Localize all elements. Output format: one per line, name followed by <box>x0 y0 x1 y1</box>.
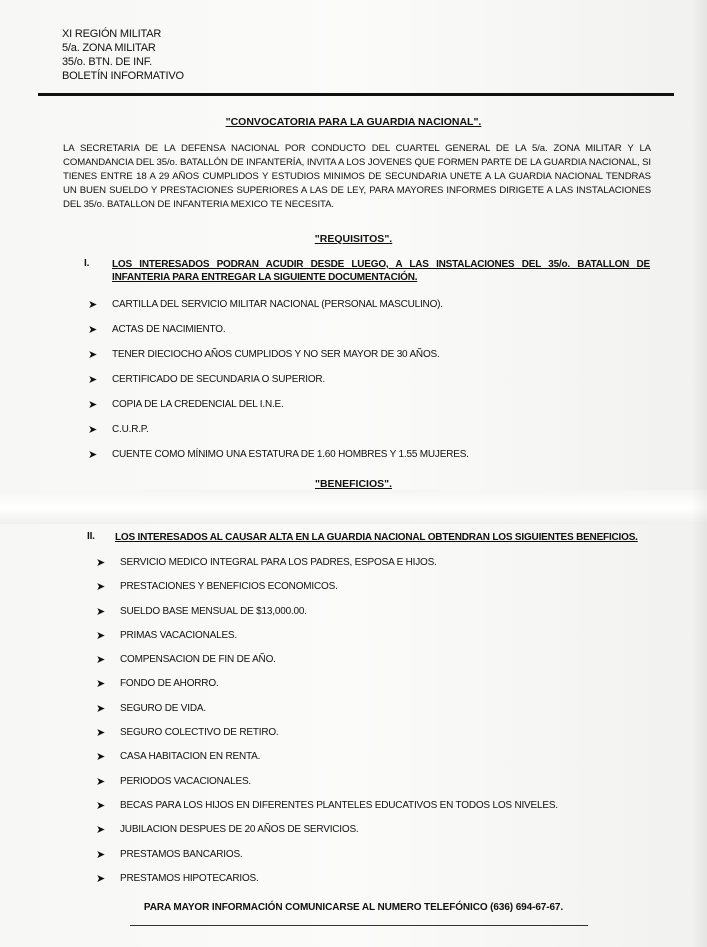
arrow-bullet-icon: ➤ <box>96 799 106 812</box>
letterhead-line-bulletin: BOLETÍN INFORMATIVO <box>62 70 184 82</box>
beneficio-item-text: PRIMAS VACACIONALES. <box>120 629 237 641</box>
requisito-item <box>88 448 469 473</box>
requisito-item <box>88 323 469 348</box>
requisito-item-text: CARTILLA DEL SERVICIO MILITAR NACIONAL (PERSONAL MASCULINO). <box>112 299 443 310</box>
arrow-bullet-icon: ➤ <box>96 581 106 594</box>
beneficio-item-text: BECAS PARA LOS HIJOS EN DIFERENTES PLANTELES EDUCATIVOS EN TODOS LOS NIVELES. <box>120 799 558 811</box>
requisito-item <box>88 398 469 423</box>
requisito-item <box>88 373 469 398</box>
arrow-bullet-icon: ➤ <box>96 629 106 642</box>
beneficio-item <box>96 653 558 677</box>
beneficio-item <box>96 872 558 896</box>
requisitos-list <box>88 298 469 473</box>
arrow-bullet-icon: ➤ <box>96 751 106 764</box>
requisito-item-text: COPIA DE LA CREDENCIAL DEL I.N.E. <box>112 399 284 410</box>
beneficios-heading <box>87 531 659 547</box>
requisitos-heading <box>84 258 656 288</box>
arrow-bullet-icon: ➤ <box>88 374 98 386</box>
beneficios-title: "BENEFICIOS". <box>314 478 393 490</box>
requisitos-numeral: I. <box>84 258 90 269</box>
beneficio-item-text: SEGURO DE VIDA. <box>120 702 206 714</box>
requisito-item <box>88 298 469 323</box>
arrow-bullet-icon: ➤ <box>96 605 106 618</box>
requisitos-title: "REQUISITOS". <box>314 233 393 245</box>
letterhead <box>62 27 184 83</box>
arrow-bullet-icon: ➤ <box>96 824 106 837</box>
beneficio-item-text: COMPENSACION DE FIN DE AÑO. <box>120 654 276 666</box>
beneficio-item <box>96 580 558 604</box>
beneficios-list <box>96 556 558 896</box>
beneficio-item <box>96 556 558 580</box>
beneficio-item-text: FONDO DE AHORRO. <box>120 678 219 690</box>
document-title: "CONVOCATORIA PARA LA GUARDIA NACIONAL". <box>225 116 482 128</box>
arrow-bullet-icon: ➤ <box>88 349 98 361</box>
letterhead-line-battalion: 35/o. BTN. DE INF. <box>62 56 152 68</box>
arrow-bullet-icon: ➤ <box>96 872 106 885</box>
footer-divider <box>130 925 588 926</box>
arrow-bullet-icon: ➤ <box>88 399 98 411</box>
beneficio-item-text: JUBILACION DESPUES DE 20 AÑOS DE SERVICIOS. <box>120 824 359 836</box>
requisito-item-text: CUENTE COMO MÍNIMO UNA ESTATURA DE 1.60 HOMBRES Y 1.55 MUJERES. <box>112 449 469 460</box>
intro-paragraph: LA SECRETARIA DE LA DEFENSA NACIONAL POR CONDUCTO DEL CUARTEL GENERAL DE LA 5/a. ZONA MILITAR Y LA COMANDANCIA DEL 35/o. BATALLÓN DE INFANTERÍA, INVITA A LOS JOVENES QUE FORMEN PARTE DE LA GUARDIA NACIONAL, SI TIENES ENTRE 18 A 29 AÑOS CUMPLIDOS Y ESTUDIOS MINIMOS DE SECUNDARIA UNETE A LA GUARDIA NACIONAL TENDRAS UN BUEN SUELDO Y PRESTACIONES SUPERIORES A LAS DE LEY, PARA MAYORES INFORMES DIRIGETE A LAS INSTALACIONES DEL 35/o. BATALLON DE INFANTERIA MEXICO TE NECESITA. <box>63 143 651 210</box>
beneficio-item-text: PERIODOS VACACIONALES. <box>120 775 252 787</box>
beneficio-item-text: SERVICIO MEDICO INTEGRAL PARA LOS PADRES, ESPOSA E HIJOS. <box>120 557 437 568</box>
arrow-bullet-icon: ➤ <box>88 449 98 461</box>
requisito-item-text: TENER DIECIOCHO AÑOS CUMPLIDOS Y NO SER MAYOR DE 30 AÑOS. <box>112 349 440 360</box>
arrow-bullet-icon: ➤ <box>96 727 106 740</box>
beneficio-item <box>96 848 558 872</box>
requisito-item <box>88 348 469 373</box>
requisitos-heading-text: LOS INTERESADOS PODRAN ACUDIR DESDE LUEGO, A LAS INSTALACIONES DEL 35/o. BATALLON DE INFANTERIA PARA ENTREGAR LA SIGUIENTE DOCUMENTACIÓN. <box>112 259 650 283</box>
arrow-bullet-icon: ➤ <box>88 299 98 311</box>
beneficio-item <box>96 823 558 847</box>
letterhead-line-region: XI REGIÓN MILITAR <box>62 28 162 40</box>
arrow-bullet-icon: ➤ <box>96 557 106 569</box>
beneficio-item-text: PRESTAMOS HIPOTECARIOS. <box>120 872 259 884</box>
arrow-bullet-icon: ➤ <box>96 702 106 715</box>
beneficio-item <box>96 677 558 701</box>
beneficio-item-text: CASA HABITACION EN RENTA. <box>120 751 261 763</box>
beneficio-item <box>96 775 558 799</box>
arrow-bullet-icon: ➤ <box>96 654 106 667</box>
beneficio-item <box>96 702 558 726</box>
beneficios-numeral: II. <box>87 531 95 542</box>
requisito-item-text: C.U.R.P. <box>112 424 149 435</box>
beneficio-item <box>96 605 558 629</box>
arrow-bullet-icon: ➤ <box>96 848 106 861</box>
beneficio-item-text: PRESTAMOS BANCARIOS. <box>120 848 243 860</box>
requisito-item-text: ACTAS DE NACIMIENTO. <box>112 324 226 335</box>
beneficio-item <box>96 750 558 774</box>
arrow-bullet-icon: ➤ <box>88 324 98 336</box>
arrow-bullet-icon: ➤ <box>88 424 98 436</box>
beneficio-item <box>96 799 558 823</box>
contact-footer: PARA MAYOR INFORMACIÓN COMUNICARSE AL NUMERO TELEFÓNICO (636) 694-67-67. <box>143 902 564 913</box>
beneficio-item <box>96 726 558 750</box>
arrow-bullet-icon: ➤ <box>96 775 106 788</box>
beneficio-item-text: PRESTACIONES Y BENEFICIOS ECONOMICOS. <box>120 581 338 593</box>
header-divider <box>38 93 674 96</box>
arrow-bullet-icon: ➤ <box>96 678 106 691</box>
requisito-item <box>88 423 469 448</box>
requisito-item-text: CERTIFICADO DE SECUNDARIA O SUPERIOR. <box>112 374 326 385</box>
letterhead-line-zone: 5/a. ZONA MILITAR <box>62 42 156 54</box>
page-edge-shadow <box>691 0 707 947</box>
beneficio-item-text: SEGURO COLECTIVO DE RETIRO. <box>120 727 279 739</box>
beneficios-heading-text: LOS INTERESADOS AL CAUSAR ALTA EN LA GUARDIA NACIONAL OBTENDRAN LOS SIGUIENTES BENEFICIOS. <box>115 532 638 543</box>
beneficio-item-text: SUELDO BASE MENSUAL DE $13,000.00. <box>120 605 307 617</box>
beneficio-item <box>96 629 558 653</box>
scan-seam <box>0 490 707 524</box>
